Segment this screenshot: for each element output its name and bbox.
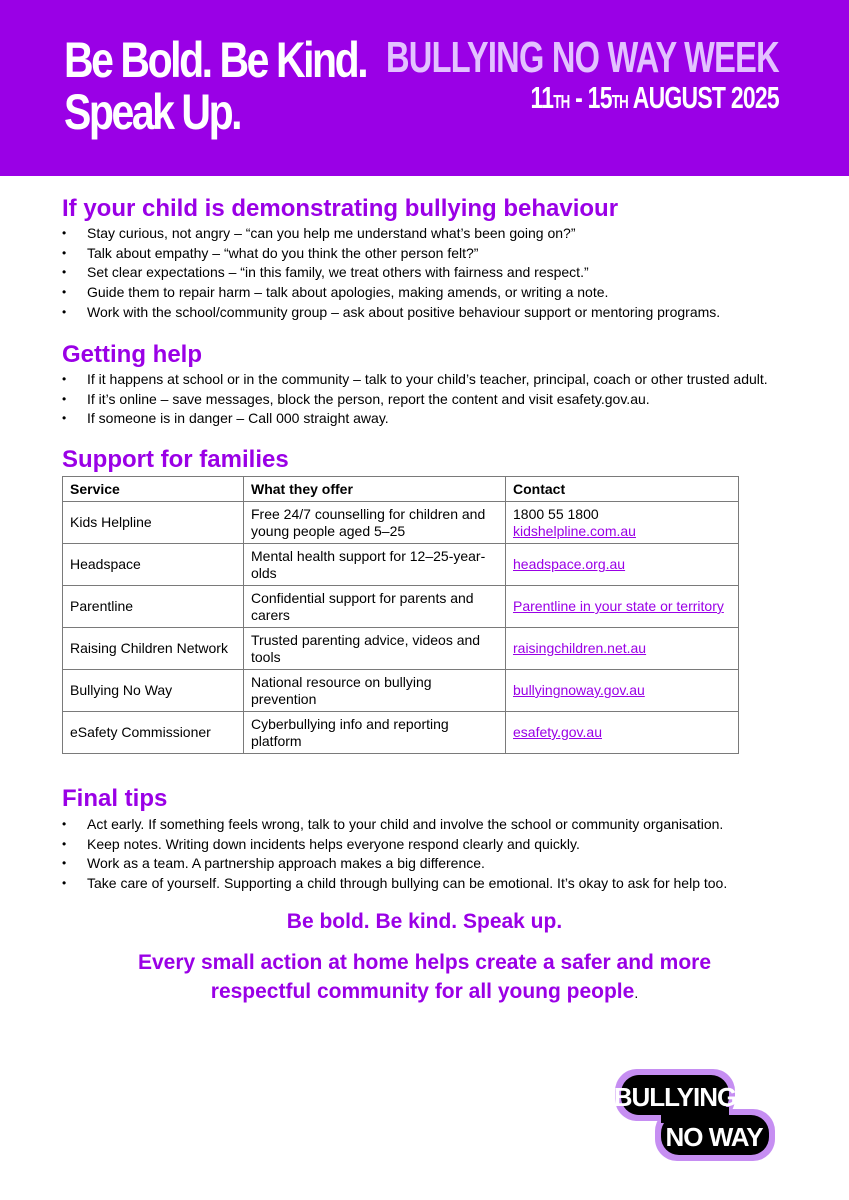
- closing-message: [0, 948, 849, 1008]
- header-banner: [0, 0, 849, 176]
- column-header-offer: What they offer: [244, 477, 506, 502]
- date-start-suffix: TH: [553, 92, 570, 112]
- service-cell: Parentline: [63, 586, 244, 628]
- bullying-no-way-logo-icon: [613, 1067, 777, 1163]
- table-row: [63, 586, 739, 628]
- table-row: [63, 502, 739, 544]
- list-item: • Work as a team. A partnership approach makes a big difference.: [62, 854, 727, 874]
- table-row: [63, 628, 739, 670]
- date-dash: -: [569, 80, 588, 115]
- event-dates: [386, 80, 779, 120]
- help-heading: Getting help: [62, 341, 202, 368]
- offer-cell: Confidential support for parents and carers: [244, 586, 506, 628]
- tips-heading: Final tips: [62, 785, 168, 812]
- table-header-row: [63, 477, 739, 502]
- tips-list: [62, 815, 727, 894]
- offer-cell: Free 24/7 counselling for children and young people aged 5–25: [244, 502, 506, 544]
- list-item: • Act early. If something feels wrong, talk to your child and involve the school or community organisation.: [62, 815, 727, 835]
- slogan-line-1: Be Bold. Be Kind.: [64, 32, 367, 88]
- support-table: [62, 476, 739, 754]
- raisingchildren-link[interactable]: raisingchildren.net.au: [513, 640, 647, 656]
- contact-cell: [506, 670, 739, 712]
- kidshelpline-link[interactable]: kidshelpline.com.au: [513, 522, 636, 539]
- logo-line-1: BULLYING: [613, 1082, 737, 1112]
- support-heading: Support for families: [62, 446, 289, 473]
- bullyingnoway-link[interactable]: bullyingnoway.gov.au: [513, 682, 645, 698]
- table-row: [63, 670, 739, 712]
- logo-line-2: NO WAY: [665, 1122, 763, 1152]
- contact-cell: [506, 712, 739, 754]
- bullying-heading: If your child is demonstrating bullying behaviour: [62, 195, 619, 222]
- phone-number: 1800 55 1800: [513, 505, 599, 522]
- service-cell: eSafety Commissioner: [63, 712, 244, 754]
- slogan: [64, 34, 366, 138]
- service-cell: Bullying No Way: [63, 670, 244, 712]
- service-cell: Raising Children Network: [63, 628, 244, 670]
- offer-cell: Cyberbullying info and reporting platform: [244, 712, 506, 754]
- contact-cell: [506, 628, 739, 670]
- list-item: • If someone is in danger – Call 000 straight away.: [62, 409, 768, 429]
- list-item: • Stay curious, not angry – “can you help me understand what’s been going on?”: [62, 224, 720, 244]
- esafety-link[interactable]: esafety.gov.au: [513, 724, 602, 740]
- date-end-num: 15: [587, 80, 612, 115]
- date-end-suffix: TH: [611, 92, 629, 112]
- closing-slogan: Be bold. Be kind. Speak up.: [286, 910, 563, 933]
- help-list: [62, 370, 768, 429]
- table-row: [63, 712, 739, 754]
- closing-message-line-1: Every small action at home helps create a safer and more: [137, 951, 712, 974]
- list-item: • Keep notes. Writing down incidents helps everyone respond clearly and quickly.: [62, 835, 727, 855]
- table-row: [63, 544, 739, 586]
- list-item: • Set clear expectations – “in this family, we treat others with fairness and respect.”: [62, 263, 720, 283]
- offer-cell: Mental health support for 12–25-year-olds: [244, 544, 506, 586]
- list-item: • Talk about empathy – “what do you think the other person felt?”: [62, 244, 720, 264]
- offer-cell: Trusted parenting advice, videos and tools: [244, 628, 506, 670]
- event-title: BULLYING NO WAY WEEK: [386, 33, 779, 82]
- service-cell: Kids Helpline: [63, 502, 244, 544]
- closing-period: .: [634, 985, 639, 1001]
- event-info: [386, 33, 779, 120]
- service-cell: Headspace: [63, 544, 244, 586]
- contact-cell: [506, 586, 739, 628]
- slogan-line-2: Speak Up.: [64, 84, 241, 140]
- contact-cell: [506, 544, 739, 586]
- list-item: • Guide them to repair harm – talk about apologies, making amends, or writing a note.: [62, 283, 720, 303]
- list-item: • Take care of yourself. Supporting a child through bullying can be emotional. It’s okay to ask for help too.: [62, 874, 727, 894]
- contact-cell: [506, 502, 739, 544]
- column-header-service: Service: [63, 477, 244, 502]
- bullying-list: [62, 224, 720, 323]
- closing-message-line-2: respectful community for all young people: [210, 980, 635, 1003]
- list-item: • If it’s online – save messages, block the person, report the content and visit esafety.gov.au.: [62, 390, 768, 410]
- offer-cell: National resource on bullying prevention: [244, 670, 506, 712]
- column-header-contact: Contact: [506, 477, 739, 502]
- date-start-num: 11: [530, 80, 554, 115]
- headspace-link[interactable]: headspace.org.au: [513, 556, 626, 572]
- list-item: • If it happens at school or in the community – talk to your child’s teacher, principal, coach or other trusted adult.: [62, 370, 768, 390]
- parentline-link[interactable]: Parentline in your state or territory: [513, 598, 724, 614]
- date-month-year: AUGUST 2025: [628, 80, 779, 115]
- list-item: • Work with the school/community group – ask about positive behaviour support or mentoring programs.: [62, 303, 720, 323]
